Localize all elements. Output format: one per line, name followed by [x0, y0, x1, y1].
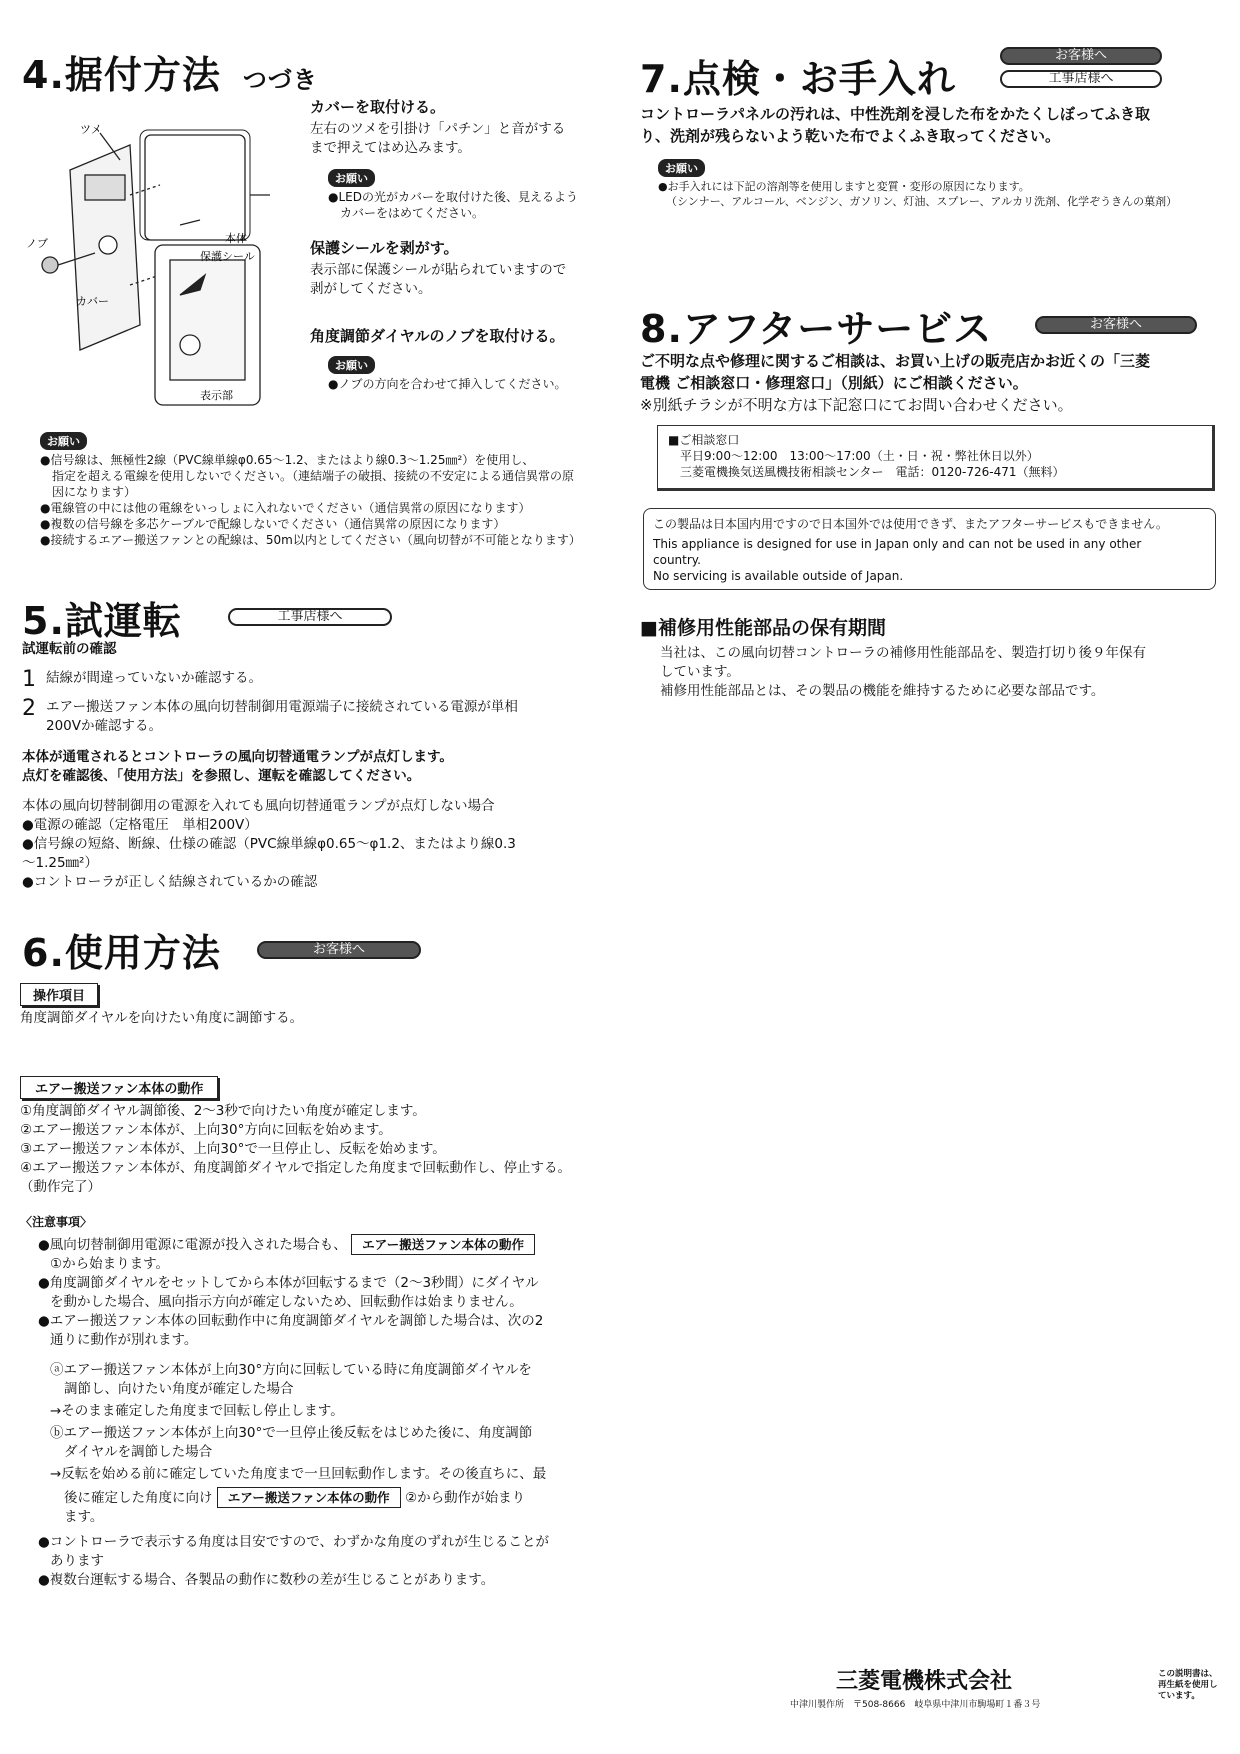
caution-line: 通りに動作が別れます。 — [50, 1332, 198, 1348]
case-b-line: ダイヤルを調節した場合 — [64, 1444, 213, 1460]
check-line: ●信号線の短絡、断線、仕様の確認（PVC線単線φ0.65〜φ1.2、またはより線0.3 — [22, 836, 516, 852]
japan-only-jp: この製品は日本国内用ですので日本国外では使用できず、またアフターサービスもできません。 — [653, 517, 1168, 531]
pill-contractor: 工事店様へ — [1000, 70, 1162, 88]
fig-label-tsume: ツメ — [80, 123, 102, 136]
op-label: 操作項目 — [20, 983, 98, 1006]
step-number-1: 1 — [22, 667, 36, 692]
parts-text: しています。 — [660, 664, 740, 680]
japan-only-en: No servicing is available outside of Japan. — [653, 569, 904, 583]
lamp-note-2: 点灯を確認後、「使用方法」を参照し、運転を確認してください。 — [22, 768, 421, 784]
controller-illustration — [26, 123, 275, 410]
onegai-badge: お願い — [328, 356, 375, 374]
knob-note: ●ノブの方向を合わせて挿入してください。 — [328, 377, 567, 391]
case-a-line: ⓐエアー搬送ファン本体が上向30°方向に回転している時に角度調節ダイヤルを — [50, 1362, 532, 1378]
care-note: （シンナー、アルコール、ベンジン、ガソリン、灯油、スプレー、アルカリ洗剤、化学ぞうきんの菓剤） — [666, 195, 1178, 208]
fig-label-seal: 保護シール — [200, 250, 255, 263]
caution-line: ●コントローラで表示する角度は目安ですので、わずかな角度のずれが生じることが — [38, 1534, 550, 1550]
caution-line: ●風向切替制御用電源に電源が投入された場合も、 — [38, 1237, 347, 1253]
care-text-1: コントローラパネルの汚れは、中性洗剤を浸した布をかたくしぼってふき取 — [640, 105, 1151, 123]
care-note: ●お手入れには下記の溶剤等を使用しますと変質・変形の原因になります。 — [658, 180, 1030, 193]
fig-label-disp: 表示部 — [200, 389, 233, 402]
op-text: 角度調節ダイヤルを向けたい角度に調節する。 — [20, 1010, 304, 1026]
section7-title: 7.点検・お手入れ — [640, 57, 956, 101]
note-line: 指定を超える電線を使用しないでください。（連結端子の破損、接続の不安定による通信異常の原 — [52, 469, 575, 483]
parts-retention — [640, 613, 1220, 701]
section6-title: 6.使用方法 — [22, 931, 221, 975]
note-line: ●電線管の中には他の電線をいっしょに入れないでください（通信異常の原因になります） — [40, 501, 531, 515]
section4-title: 4.据付方法 つづき — [22, 53, 318, 97]
check-intro: 本体の風向切替制御用の電源を入れても風向切替通電ランプが点灯しない場合 — [22, 798, 495, 814]
usage-body — [20, 983, 630, 1590]
caution-line: ①から始まります。 — [50, 1256, 170, 1272]
caution-line: を動かした場合、風向指示方向が確定しないため、回転動作は始まりません。 — [50, 1294, 523, 1310]
case-b-line: 後に確定した角度に向け — [64, 1490, 213, 1506]
case-a-line: 調節し、向けたい角度が確定した場合 — [64, 1381, 294, 1397]
after-service-body — [640, 350, 1220, 416]
lamp-note-1: 本体が通電されるとコントローラの風向切替通電ランプが点灯します。 — [22, 749, 453, 765]
step-2-text-1: エアー搬送ファン本体の風向切替制御用電源端子に接続されている電源が単相 — [46, 699, 518, 715]
case-b-line: ⓑエアー搬送ファン本体が上向30°で一旦停止後反転をはじめた後に、角度調節 — [50, 1425, 533, 1441]
caution-line: ●角度調節ダイヤルをセットしてから本体が回転するまで（2〜3秒間）にダイヤル — [38, 1275, 539, 1291]
motion-ref-label: エアー搬送ファン本体の動作 — [351, 1234, 535, 1255]
caution-line: ●複数台運転する場合、各製品の動作に数秒の差が生じることがあります。 — [38, 1572, 495, 1588]
seal-text-2: 剥がしてください。 — [310, 281, 432, 297]
fig-label-hontai: 本体 — [225, 232, 247, 245]
motion-line: ④エアー搬送ファン本体が、角度調節ダイヤルで指定した角度まで回転動作し、停止する。 — [20, 1160, 572, 1176]
cover-heading: カバーを取付ける。 — [310, 98, 446, 116]
case-b-line: →反転を始める前に確定していた角度まで一旦回転動作します。その後直ちに、最 — [50, 1466, 547, 1482]
check-line: ●コントローラが正しく結線されているかの確認 — [22, 874, 318, 890]
recycle-note: この説明書は、再生紙を使用しています。 — [1158, 1669, 1218, 1701]
knob-heading: 角度調節ダイヤルのノブを取付ける。 — [310, 327, 565, 345]
section5-title: 5.試運転 — [22, 599, 182, 643]
motion-line: ②エアー搬送ファン本体が、上向30°方向に回転を始めます。 — [20, 1122, 392, 1138]
caution-line: ●エアー搬送ファン本体の回転動作中に角度調節ダイヤルを調節した場合は、次の2 — [38, 1313, 544, 1329]
section8-title: 8.アフターサービス — [640, 307, 993, 351]
japan-only-en: country. — [653, 553, 701, 567]
care-text-2: り、洗剤が残らないよう乾いた布でよくふき取ってください。 — [640, 127, 1061, 145]
service-text-1: ご不明な点や修理に関するご相談は、お買い上げの販売店かお近くの「三菱 — [640, 352, 1151, 370]
pill-customer: お客様へ — [1000, 47, 1162, 65]
company-name: 三菱電機株式会社 — [836, 1669, 1013, 1694]
check-line: ●電源の確認（定格電圧 単相200V） — [22, 817, 258, 833]
seal-heading: 保護シールを剥がす。 — [310, 239, 459, 257]
parts-text: 当社は、この風向切替コントローラの補修用性能部品を、製造打切り後９年保有 — [660, 645, 1146, 661]
cover-text-1: 左右のツメを引掛け「パチン」と音がする — [310, 121, 566, 137]
pre-check-heading: 試運転前の確認 — [22, 641, 117, 657]
contact-center: 三菱電機換気送風機技術相談センター 電話：0120-726-471（無料） — [680, 465, 1065, 479]
check-line: 〜1.25㎜²） — [22, 855, 98, 871]
case-a-line: →そのまま確定した角度まで回転し停止します。 — [50, 1403, 344, 1419]
install-notes — [40, 430, 620, 548]
cover-text-2: まで押えてはめ込みます。 — [310, 140, 471, 156]
japan-only-box — [643, 508, 1216, 590]
onegai-badge: お願い — [328, 169, 375, 187]
caution-line: あります — [50, 1553, 104, 1569]
note-line: 因になります） — [52, 485, 137, 499]
step-2-text-2: 200Vか確認する。 — [46, 718, 163, 734]
parts-heading: ■補修用性能部品の保有期間 — [640, 617, 886, 639]
motion-label: エアー搬送ファン本体の動作 — [20, 1076, 218, 1099]
service-text-3: ※別紙チラシが不明な方は下記窓口にてお問い合わせください。 — [640, 396, 1073, 414]
note-line: ●信号線は、無極性2線（PVC線単線φ0.65〜1.2、またはより線0.3〜1.25㎜²）を使用し、 — [40, 453, 535, 467]
contact-title: ■ご相談窓口 — [668, 433, 740, 447]
step-1-text: 結線が間違っていないか確認する。 — [46, 670, 262, 686]
caution-heading: 〈注意事項〉 — [20, 1215, 93, 1229]
onegai-badge: お願い — [658, 159, 705, 177]
onegai-badge: お願い — [40, 432, 87, 450]
care-body — [640, 103, 1220, 209]
fig-label-cover: カバー — [76, 295, 109, 308]
motion-line: （動作完了） — [20, 1179, 101, 1195]
note-line: ●接続するエアー搬送ファンとの配線は、50m以内としてください（風向切替が不可能となります） — [40, 533, 581, 547]
install-steps — [310, 96, 610, 392]
motion-ref-label: エアー搬送ファン本体の動作 — [217, 1487, 401, 1508]
cover-note-1: ●LEDの光がカバーを取付けた後、見えるよう — [328, 190, 578, 204]
case-b-line: ます。 — [64, 1509, 104, 1525]
case-b-line: ②から動作が始まり — [404, 1490, 526, 1506]
fig-label-nobu: ノブ — [26, 237, 48, 250]
contact-box — [657, 425, 1215, 491]
parts-text: 補修用性能部品とは、その製品の機能を維持するために必要な部品です。 — [660, 683, 1105, 699]
service-text-2: 電機 ご相談窓口・修理窓口」（別紙）にご相談ください。 — [640, 374, 1028, 392]
seal-text-1: 表示部に保護シールが貼られていますので — [310, 262, 567, 278]
pill-contractor: 工事店様へ — [228, 608, 392, 626]
step-number-2: 2 — [22, 696, 36, 721]
motion-line: ③エアー搬送ファン本体が、上向30°で一旦停止し、反転を始めます。 — [20, 1141, 446, 1157]
cover-note-2: カバーをはめてください。 — [340, 206, 485, 220]
motion-line: ①角度調節ダイヤル調節後、2〜3秒で向けたい角度が確定します。 — [20, 1103, 426, 1119]
japan-only-en: This appliance is designed for use in Japan only and can not be used in any other — [653, 537, 1142, 551]
pill-customer: お客様へ — [257, 941, 421, 959]
company-address: 中津川製作所 〒508-8666 岐阜県中津川市駒場町１番３号 — [790, 1700, 1041, 1710]
test-run-body — [22, 640, 622, 892]
pill-customer: お客様へ — [1035, 316, 1197, 334]
contact-hours: 平日9:00〜12:00 13:00〜17:00（土・日・祝・弊社休日以外） — [680, 449, 1039, 463]
note-line: ●複数の信号線を多芯ケーブルで配線しないでください（通信異常の原因になります） — [40, 517, 506, 531]
